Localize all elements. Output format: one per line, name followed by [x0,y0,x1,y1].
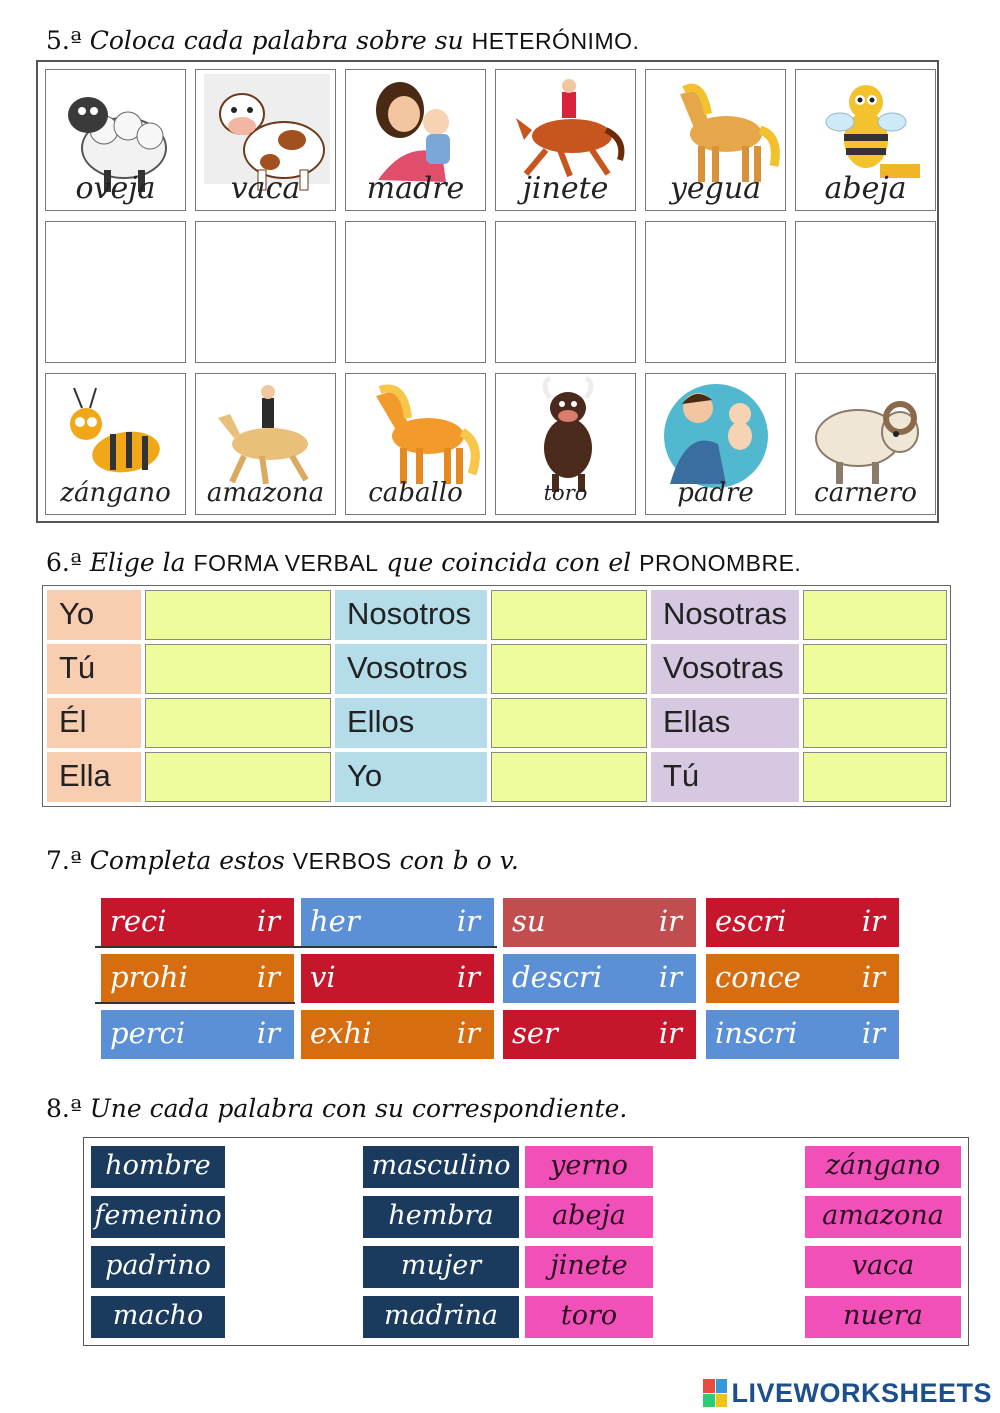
verb-stem: prohi [110,960,188,994]
card-jinete[interactable] [495,69,636,211]
card-word: abeja [824,171,907,206]
match-word[interactable]: amazona [805,1196,961,1238]
verb-tile[interactable] [101,954,294,1003]
verb-ending: ir [658,1016,682,1050]
verb-answer-field[interactable] [145,752,331,802]
verb-tile[interactable] [301,954,494,1003]
match-word[interactable]: zángano [805,1146,961,1188]
card-padre[interactable] [645,373,786,515]
section6-keyword-1: FORMA VERBAL [193,550,379,576]
match-word[interactable]: mujer [363,1246,519,1288]
verb-ending: ir [861,1016,885,1050]
drop-slot[interactable] [645,221,786,363]
drop-slot[interactable] [495,221,636,363]
card-caballo[interactable] [345,373,486,515]
pronoun-cell: Ella [47,752,141,802]
card-word: carnero [814,478,917,508]
section5-instruction: Coloca cada palabra sobre su [89,26,464,55]
verb-tile[interactable] [706,1010,899,1059]
logo-badge-icon [703,1379,727,1407]
drop-slot[interactable] [195,221,336,363]
card-word: vaca [230,171,301,206]
verb-stem: su [512,904,546,938]
verb-tile[interactable] [503,1010,696,1059]
verb-ending: ir [456,1016,480,1050]
verb-stem: reci [110,904,167,938]
drop-slot[interactable] [345,221,486,363]
verb-ending: ir [658,904,682,938]
section6-text-2: que coincida con el [386,548,632,577]
drop-slot[interactable] [795,221,936,363]
pronoun-cell: Yo [47,590,141,640]
section7-heading [46,846,519,876]
verb-form-table [42,585,951,807]
card-vaca[interactable] [195,69,336,211]
section7-text-2: con b o v. [399,846,519,875]
verb-tile[interactable] [706,898,899,947]
verb-tile[interactable] [706,954,899,1003]
verb-ending: ir [256,904,280,938]
verb-answer-field[interactable] [145,698,331,748]
section6-text-1: Elige la [89,548,186,577]
verb-tile[interactable] [503,954,696,1003]
verb-stem: exhi [310,1016,372,1050]
verb-answer-field[interactable] [803,644,947,694]
logo-badge-cell [716,1379,728,1393]
matching-box [83,1137,969,1346]
verb-answer-field[interactable] [803,698,947,748]
match-word[interactable]: abeja [525,1196,653,1238]
drop-slot[interactable] [45,221,186,363]
match-word[interactable]: femenino [91,1196,225,1238]
liveworksheets-logo [703,1376,992,1410]
logo-badge-cell [703,1394,715,1408]
pronoun-cell: Yo [335,752,487,802]
match-word[interactable]: jinete [525,1246,653,1288]
section7-keyword: VERBOS [292,848,392,874]
verb-ending: ir [861,904,885,938]
verb-stem: escri [715,904,787,938]
section8-number: 8.ª [46,1094,82,1123]
section8-heading [46,1094,627,1124]
card-oveja[interactable] [45,69,186,211]
match-word[interactable]: toro [525,1296,653,1338]
section7-number: 7.ª [46,846,82,875]
match-word[interactable]: hembra [363,1196,519,1238]
verb-ending: ir [658,960,682,994]
pronoun-cell: Nosotros [335,590,487,640]
underline-divider [95,946,497,948]
verb-ending: ir [456,960,480,994]
verb-tile[interactable] [301,898,494,947]
card-word: madre [366,171,465,206]
card-word: toro [543,481,588,505]
pronoun-cell: Vosotras [651,644,799,694]
pronoun-cell: Ellos [335,698,487,748]
match-word[interactable]: hombre [91,1146,225,1188]
logo-text: LIVEWORKSHEETS [731,1377,992,1408]
verb-answer-field[interactable] [491,752,647,802]
heteronym-grid [36,60,939,523]
card-yegua[interactable] [645,69,786,211]
card-abeja[interactable] [795,69,936,211]
card-amazona[interactable] [195,373,336,515]
pronoun-cell: Ellas [651,698,799,748]
card-word: amazona [206,478,325,508]
card-word: jinete [522,171,609,206]
match-word[interactable]: vaca [805,1246,961,1288]
verb-stem: ser [512,1016,558,1050]
verb-ending: ir [256,1016,280,1050]
card-toro[interactable] [495,373,636,515]
match-word[interactable]: yerno [525,1146,653,1188]
section7-text-1: Completa estos [89,846,285,875]
verb-ending: ir [456,904,480,938]
match-word[interactable]: nuera [805,1296,961,1338]
match-word[interactable]: padrino [91,1246,225,1288]
verb-tile[interactable] [503,898,696,947]
verb-tile[interactable] [101,898,294,947]
logo-badge-cell [703,1379,715,1393]
verb-answer-field[interactable] [803,752,947,802]
section6-keyword-2: PRONOMBRE. [639,550,802,576]
underline-divider [95,1002,295,1004]
card-madre[interactable] [345,69,486,211]
match-word[interactable]: masculino [363,1146,519,1188]
verb-answer-field[interactable] [145,590,331,640]
card-word: oveja [75,171,156,206]
card-word: caballo [368,478,463,508]
verb-tile[interactable] [301,1010,494,1059]
verb-answer-field[interactable] [803,590,947,640]
section6-number: 6.ª [46,548,82,577]
verb-answer-field[interactable] [491,590,647,640]
section5-heading [46,26,639,56]
section5-number: 5.ª [46,26,82,55]
section6-heading [46,548,801,578]
card-word: padre [677,478,754,508]
section8-instruction: Une cada palabra con su correspondiente. [89,1094,628,1123]
verb-answer-field[interactable] [145,644,331,694]
verb-stem: perci [110,1016,186,1050]
verb-stem: descri [512,960,602,994]
logo-badge-cell [716,1394,728,1408]
verb-ending: ir [256,960,280,994]
verb-stem: inscri [715,1016,798,1050]
pronoun-cell: Tú [651,752,799,802]
verb-stem: conce [715,960,801,994]
verb-stem: vi [310,960,336,994]
pronoun-cell: Vosotros [335,644,487,694]
pronoun-cell: Tú [47,644,141,694]
card-word: yegua [669,171,762,206]
pronoun-cell: Él [47,698,141,748]
card-carnero[interactable] [795,373,936,515]
verb-tile[interactable] [101,1010,294,1059]
match-word[interactable]: macho [91,1296,225,1338]
verb-answer-field[interactable] [491,698,647,748]
match-word[interactable]: madrina [363,1296,519,1338]
verb-answer-field[interactable] [491,644,647,694]
verb-ending: ir [861,960,885,994]
pronoun-cell: Nosotras [651,590,799,640]
card-zangano[interactable] [45,373,186,515]
section5-keyword: HETERÓNIMO. [471,28,640,54]
card-word: zángano [60,478,171,508]
verb-stem: her [310,904,360,938]
